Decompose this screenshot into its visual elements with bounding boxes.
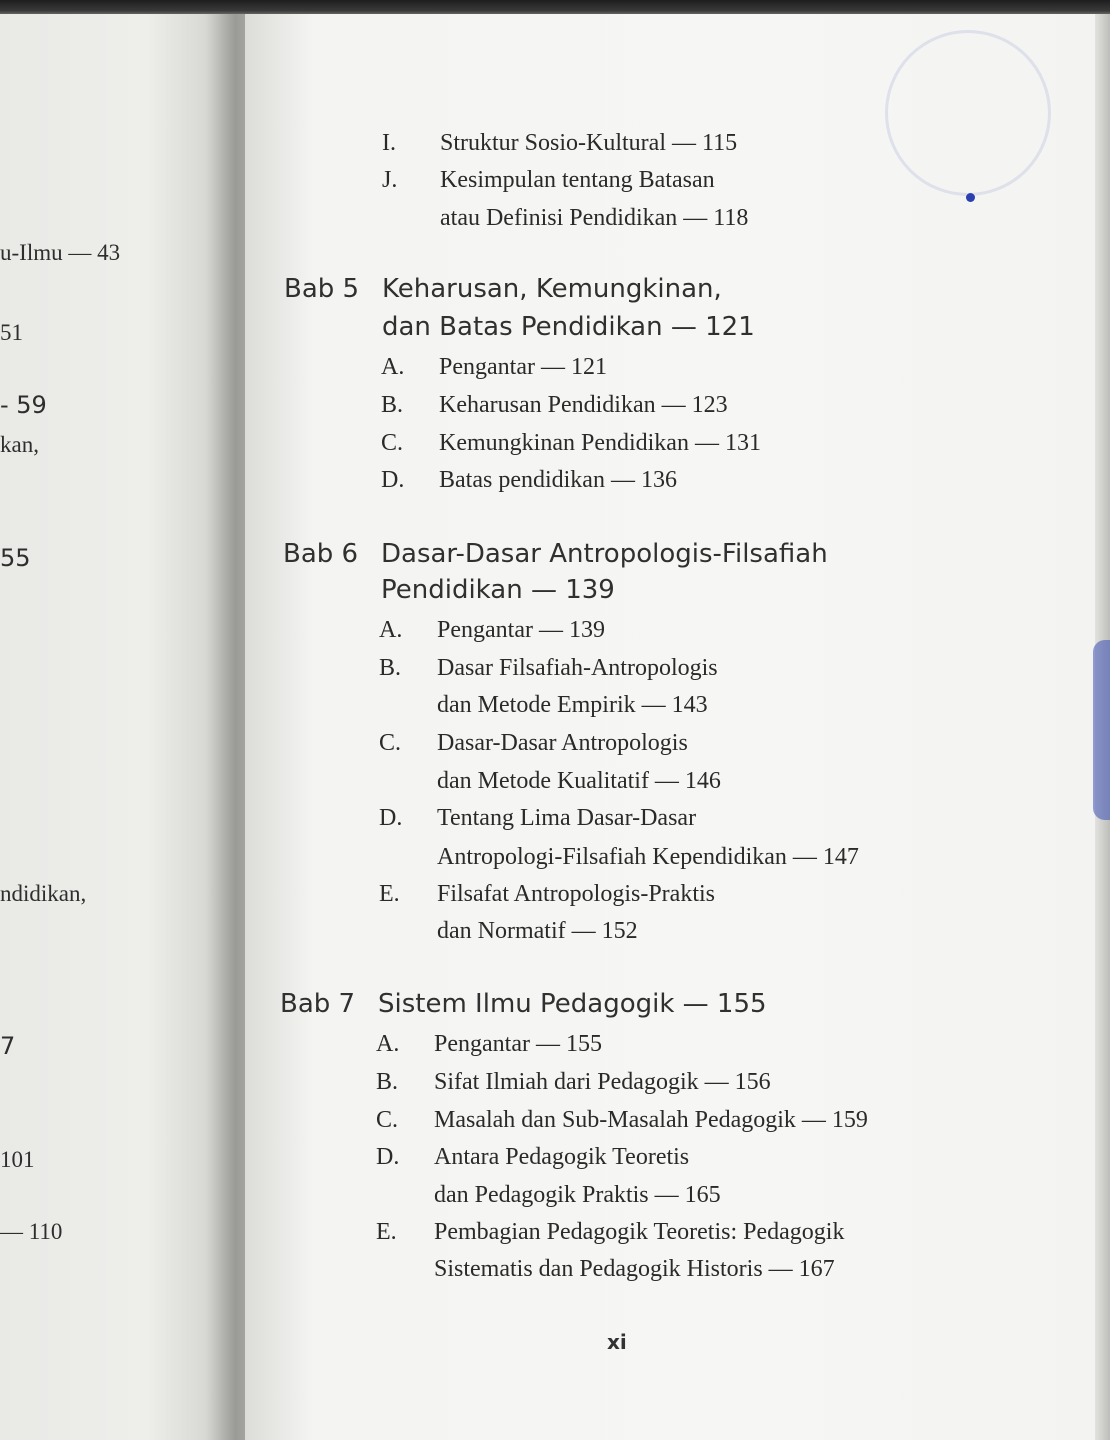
chapter-title: dan Batas Pendidikan — 121 [382,312,755,342]
entry-text: atau Definisi Pendidikan — 118 [440,205,749,231]
entry-letter: C. [379,730,402,756]
entry-text: Pembagian Pedagogik Teoretis: Pedagogik [434,1219,845,1245]
entry-text: Pengantar — 155 [434,1031,602,1057]
page-number: xi [607,1330,627,1354]
entry-text: Antropologi-Filsafiah Kependidikan — 147 [437,844,859,870]
entry-text: Kemungkinan Pendidikan — 131 [439,430,761,456]
chapter-title: Keharusan, Kemungkinan, [382,274,722,304]
entry-text: Pengantar — 139 [437,617,605,643]
chapter-title: Pendidikan — 139 [381,575,615,605]
entry-text: Masalah dan Sub-Masalah Pedagogik — 159 [434,1107,868,1133]
entry-letter: D. [376,1144,400,1170]
library-stamp [885,30,1051,196]
entry-letter: B. [376,1069,399,1095]
entry-letter: A. [376,1031,400,1057]
entry-letter: D. [381,467,405,493]
left-fragment: 7 [0,1032,16,1060]
chapter-title: Dasar-Dasar Antropologis-Filsafiah [381,539,828,569]
entry-text: dan Normatif — 152 [437,918,638,944]
entry-text: Pengantar — 121 [439,354,607,380]
entry-text: Dasar-Dasar Antropologis [437,730,688,756]
entry-text: Keharusan Pendidikan — 123 [439,392,728,418]
entry-text: Kesimpulan tentang Batasan [440,167,715,193]
entry-text: Tentang Lima Dasar-Dasar [437,805,697,831]
chapter-title: Sistem Ilmu Pedagogik — 155 [378,989,767,1019]
entry-letter: B. [379,655,402,681]
entry-text: Sifat Ilmiah dari Pedagogik — 156 [434,1069,771,1095]
left-fragment: ndidikan, [0,881,87,906]
entry-text: Batas pendidikan — 136 [439,467,677,493]
entry-letter: I. [382,130,396,156]
left-fragment: 55 [0,544,31,572]
entry-text: Antara Pedagogik Teoretis [434,1144,690,1170]
chapter-label: Bab 7 [280,989,356,1019]
entry-letter: B. [381,392,404,418]
entry-text: Struktur Sosio-Kultural — 115 [440,130,738,156]
stamp-edge-mark [1093,640,1110,820]
entry-text: dan Metode Empirik — 143 [437,692,708,718]
entry-letter: D. [379,805,403,831]
entry-letter: C. [381,430,404,456]
left-fragment: 51 [0,320,23,345]
entry-text: Filsafat Antropologis-Praktis [437,881,715,907]
left-fragment: 101 [0,1147,35,1172]
entry-letter: C. [376,1107,399,1133]
entry-letter: A. [379,617,403,643]
chapter-label: Bab 6 [283,539,359,569]
entry-letter: A. [381,354,405,380]
chapter-label: Bab 5 [284,274,360,304]
entry-text: Sistematis dan Pedagogik Historis — 167 [434,1256,835,1282]
entry-letter: E. [376,1219,397,1245]
left-fragment: - 59 [0,391,47,419]
entry-text: dan Metode Kualitatif — 146 [437,768,721,794]
entry-text: dan Pedagogik Praktis — 165 [434,1182,721,1208]
left-fragment: u-Ilmu — 43 [0,240,121,265]
left-fragment: — 110 [0,1219,63,1244]
left-fragment: kan, [0,432,39,457]
entry-text: Dasar Filsafiah-Antropologis [437,655,718,681]
entry-letter: J. [382,167,398,193]
entry-letter: E. [379,881,400,907]
ink-dot [966,193,975,202]
